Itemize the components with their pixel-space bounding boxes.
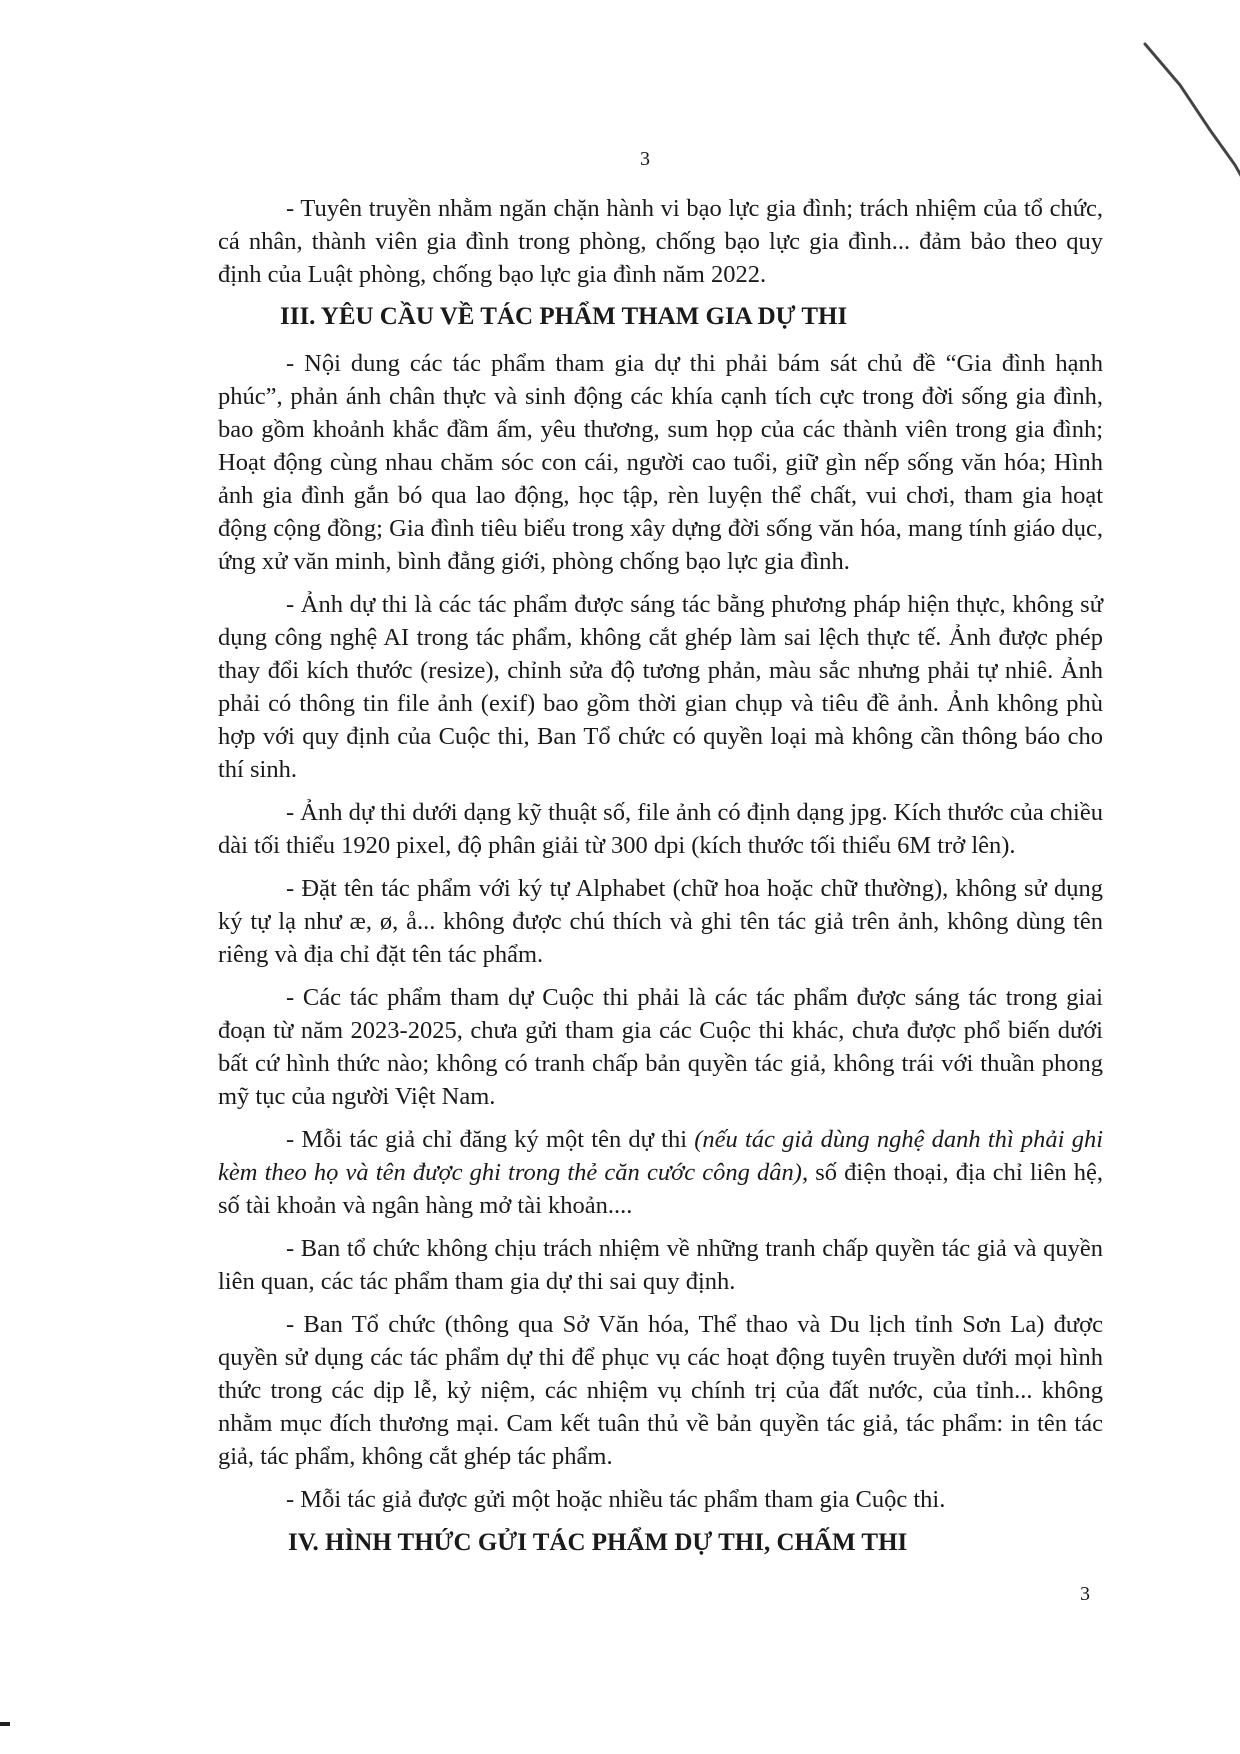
paragraph-multiple-entries: - Mỗi tác giả được gửi một hoặc nhiều tác phẩm tham gia Cuộc thi. xyxy=(286,1486,946,1513)
page-number-top: 3 xyxy=(640,148,650,170)
registration-note-italic: (nếu tác giả dùng nghệ danh thì phải ghi kèm theo họ và tên được ghi trong thẻ căn cước công dân), xyxy=(218,1126,1103,1186)
document-body xyxy=(218,192,1103,1573)
paragraph-liability: - Ban tổ chức không chịu trách nhiệm về những tranh chấp quyền tác giả và quyền liên quan, các tác phẩm tham gia dự thi sai quy định. xyxy=(218,1235,1103,1295)
paragraph-timeframe: - Các tác phẩm tham dự Cuộc thi phải là các tác phẩm được sáng tác trong giai đoạn từ năm 2023-2025, chưa gửi tham gia các Cuộc thi khác, chưa được phổ biến dưới bất cứ hình thức nào; không có tranh chấp bản quyền tác giả, không trái với thuần phong mỹ tục của người Việt Nam. xyxy=(218,984,1103,1110)
registration-text-a: - Mỗi tác giả chỉ đăng ký một tên dự thi xyxy=(286,1126,695,1153)
paragraph-digital-format: - Ảnh dự thi dưới dạng kỹ thuật số, file ảnh có định dạng jpg. Kích thước của chiều dài tối thiểu 1920 pixel, độ phân giải từ 300 dpi (kích thước tối thiểu 6M trở lên). xyxy=(218,799,1103,859)
paragraph-usage-rights: - Ban Tổ chức (thông qua Sở Văn hóa, Thể thao và Du lịch tỉnh Sơn La) được quyền sử dụng các tác phẩm dự thi để phục vụ các hoạt động tuyên truyền dưới mọi hình thức trong các dịp lễ, kỷ niệm, các nhiệm vụ chính trị của đất nước, của tỉnh... không nhằm mục đích thương mại. Cam kết tuân thủ về bản quyền tác giả, tác phẩm: in tên tác giả, tác phẩm, không cắt ghép tác phẩm. xyxy=(218,1311,1103,1470)
section-heading-iii: III. YÊU CẦU VỀ TÁC PHẨM THAM GIA DỰ THI xyxy=(280,303,848,330)
paragraph-propaganda: - Tuyên truyền nhằm ngăn chặn hành vi bạo lực gia đình; trách nhiệm của tổ chức, cá nhân, thành viên gia đình trong phòng, chống bạo lực gia đình... đảm bảo theo quy định của Luật phòng, chống bạo lực gia đình năm 2022. xyxy=(218,195,1103,288)
paragraph-content-requirements: - Nội dung các tác phẩm tham gia dự thi phải bám sát chủ đề “Gia đình hạnh phúc”, phản ánh chân thực và sinh động các khía cạnh tích cực trong đời sống gia đình, bao gồm khoảnh khắc đầm ấm, yêu thương, sum họp của các thành viên trong gia đình; Hoạt động cùng nhau chăm sóc con cái, người cao tuổi, giữ gìn nếp sống văn hóa; Hình ảnh gia đình gắn bó qua lao động, học tập, rèn luyện thể chất, vui chơi, tham gia hoạt động cộng đồng; Gia đình tiêu biểu trong xây dựng đời sống văn hóa, mang tính giáo dục, ứng xử văn minh, bình đẳng giới, phòng chống bạo lực gia đình. xyxy=(218,350,1103,575)
scan-margin-mark xyxy=(0,1722,10,1726)
paragraph-naming: - Đặt tên tác phẩm với ký tự Alphabet (chữ hoa hoặc chữ thường), không sử dụng ký tự lạ như æ, ø, å... không được chú thích và ghi tên tác giả trên ảnh, không dùng tên riêng và địa chỉ đặt tên tác phẩm. xyxy=(218,875,1103,968)
scan-edge-mark xyxy=(1140,40,1240,190)
registration-text-b: số điện thoại, địa chỉ liên hệ, số tài khoản và ngân hàng mở tài khoản.... xyxy=(218,1159,1103,1219)
paragraph-photo-realism: - Ảnh dự thi là các tác phẩm được sáng tác bằng phương pháp hiện thực, không sử dụng công nghệ AI trong tác phẩm, không cắt ghép làm sai lệch thực tế. Ảnh được phép thay đổi kích thước (resize), chỉnh sửa độ tương phản, màu sắc nhưng phải tự nhiê. Ảnh phải có thông tin file ảnh (exif) bao gồm thời gian chụp và tiêu đề ảnh. Ảnh không phù hợp với quy định của Cuộc thi, Ban Tổ chức có quyền loại mà không cần thông báo cho thí sinh. xyxy=(218,591,1103,783)
section-heading-iv: IV. HÌNH THỨC GỬI TÁC PHẨM DỰ THI, CHẤM THI xyxy=(288,1529,908,1556)
paragraph-registration xyxy=(218,1123,1103,1222)
page-number-bottom: 3 xyxy=(1080,1583,1090,1605)
